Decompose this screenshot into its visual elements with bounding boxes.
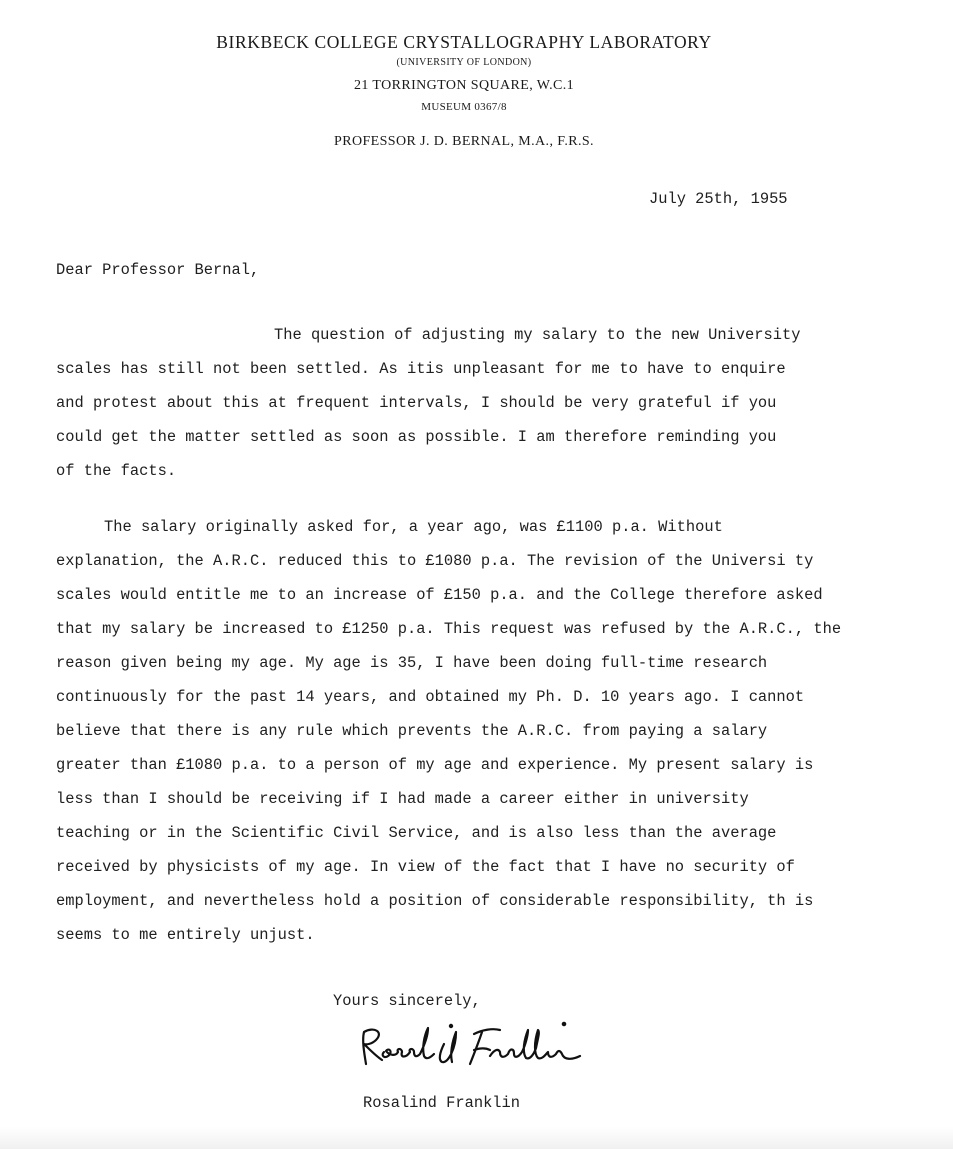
paragraph2-line: believe that there is any rule which prevents the A.R.C. from paying a salary <box>56 722 768 740</box>
closing: Yours sincerely, <box>333 992 481 1010</box>
paragraph1-line: The question of adjusting my salary to the new University <box>274 326 801 344</box>
letterhead-address: 21 TORRINGTON SQUARE, W.C.1 <box>353 78 575 93</box>
paragraph2-line: seems to me entirely unjust. <box>56 926 315 944</box>
paragraph2-line: teaching or in the Scientific Civil Service, and is also less than the average <box>56 824 777 842</box>
paragraph1-line: scales has still not been settled. As itis unpleasant for me to have to enquire <box>56 360 786 378</box>
paragraph2-line: scales would entitle me to an increase of £150 p.a. and the College therefore asked <box>56 586 823 604</box>
handwritten-signature <box>352 1018 582 1074</box>
letterhead-professor: PROFESSOR J. D. BERNAL, M.A., F.R.S. <box>334 134 594 149</box>
paragraph2-line: explanation, the A.R.C. reduced this to £1080 p.a. The revision of the Universi ty <box>56 552 814 570</box>
paragraph1-line: could get the matter settled as soon as possible. I am therefore reminding you <box>56 428 777 446</box>
paragraph2-line: received by physicists of my age. In view of the fact that I have no security of <box>56 858 795 876</box>
scan-bottom-shadow <box>0 1127 953 1149</box>
paragraph2-line: less than I should be receiving if I had made a career either in university <box>56 790 749 808</box>
paragraph2-line: greater than £1080 p.a. to a person of my age and experience. My present salary is <box>56 756 814 774</box>
paragraph2-line: employment, and nevertheless hold a position of considerable responsibility, th is <box>56 892 814 910</box>
letterhead-university: (UNIVERSITY OF LONDON) <box>396 57 532 68</box>
paragraph2-line: reason given being my age. My age is 35, I have been doing full-time research <box>56 654 768 672</box>
letterhead-telephone: MUSEUM 0367/8 <box>421 101 507 113</box>
paragraph1-line: and protest about this at frequent intervals, I should be very grateful if you <box>56 394 777 412</box>
paragraph2-line: The salary originally asked for, a year ago, was £1100 p.a. Without <box>104 518 723 536</box>
paragraph1-line: of the facts. <box>56 462 177 480</box>
paragraph2-line: continuously for the past 14 years, and obtained my Ph. D. 10 years ago. I cannot <box>56 688 805 706</box>
letterhead-institution: BIRKBECK COLLEGE CRYSTALLOGRAPHY LABORATORY <box>216 32 712 52</box>
paragraph2-line: that my salary be increased to £1250 p.a. This request was refused by the A.R.C., the <box>56 620 842 638</box>
salutation: Dear Professor Bernal, <box>56 261 260 279</box>
typed-signature-name: Rosalind Franklin <box>363 1094 521 1112</box>
letter-date: July 25th, 1955 <box>649 190 788 208</box>
